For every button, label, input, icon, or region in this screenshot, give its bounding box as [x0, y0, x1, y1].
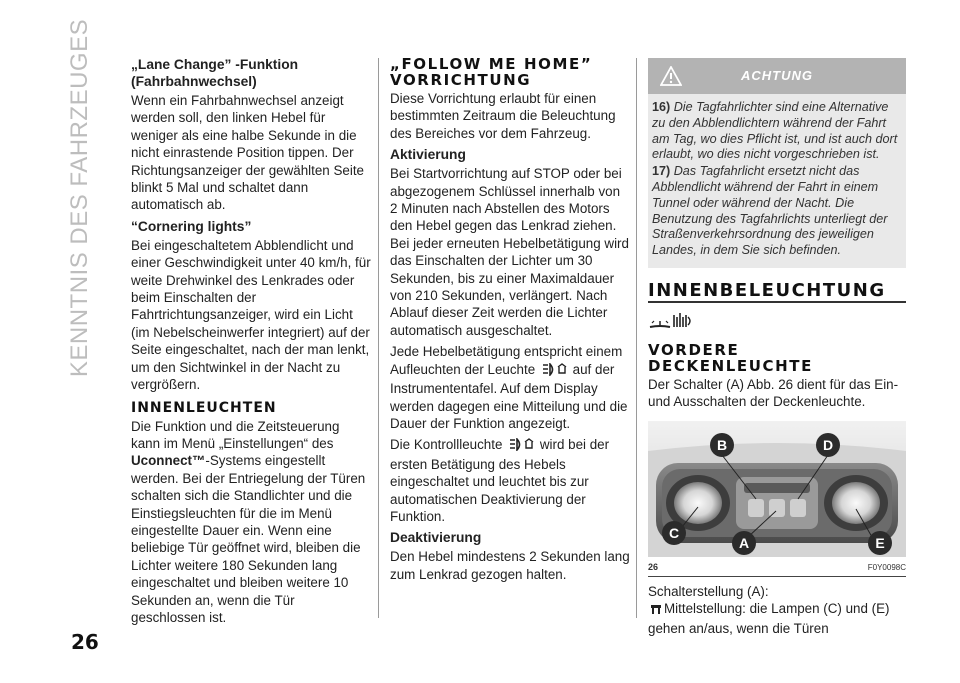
figure-dome-light — [648, 421, 906, 557]
figure-label-b — [710, 433, 734, 457]
para-innenleuchten — [131, 418, 371, 627]
figure-label-e — [868, 531, 892, 555]
para-kontroll-part2: wird bei der ersten Betätigung des Hebels eingeschaltet und leuchtet bis zur automatischen Deaktivierung der Funktion. — [390, 437, 610, 524]
svg-text:D: D — [822, 436, 834, 453]
para-jede-part2: auf der Instrumententafel. Auf dem Display werden dagegen eine Mitteilung und die Dauer der Funktion angezeigt. — [390, 361, 628, 431]
para-schalterstellung: Schalterstellung (A): — [648, 584, 769, 599]
column-divider — [378, 58, 379, 618]
figure-caption — [648, 559, 906, 576]
interior-light-symbol — [648, 311, 906, 335]
column-divider — [636, 58, 637, 618]
svg-text:B: B — [716, 436, 728, 453]
para-kontrollleuchte — [390, 436, 630, 525]
para-mittelstellung — [648, 600, 906, 637]
section-side-tab — [60, 18, 100, 378]
caption-rule — [648, 576, 906, 577]
dome-light-illustration — [648, 421, 906, 557]
warning-title: ACHTUNG — [741, 68, 813, 84]
heading-vordere-line1: VORDERE — [648, 340, 740, 359]
para-mittel-text: Mittelstellung: die Lampen (C) und (E) gehen an/aus, wenn die Türen — [648, 601, 890, 636]
heading-aktivierung: Aktivierung — [390, 147, 466, 163]
warning-header — [648, 58, 906, 94]
para-innen-part2: -Systems eingestellt werden. Bei der Entriegelung der Türen schalten sich die Standlichter und die Einstiegsleuchten für die im Menü eingestellte Dauer ein. Wenn eine beliebige Tür geöffnet wird, bleiben die Lichter weitere 180 Sekunden lang eingeschaltet und bleiben weitere 10 Sekunden an, wenn die Tür geschlossen ist. — [131, 453, 366, 625]
svg-text:E: E — [875, 534, 885, 551]
para-lane-change: Wenn ein Fahrbahnwechsel anzeigt werden soll, den linken Hebel für weniger als eine halbe Sekunde in die nicht einrastende Position tippen. Der Richtungsanzeiger der gewählten Seite blinkt 5 Mal und schaltet dann automatisch ab. — [131, 93, 364, 213]
warning-number: 17) — [652, 164, 671, 179]
heading-vordere-deckenleuchte — [648, 342, 906, 374]
warning-text: Die Tagfahrlichter sind eine Alternative zu den Abblendlichtern während der Fahrt am Tag, wo dies Pflicht ist, und ist auch dort erlaubt, wo dies nicht vorgeschrieben ist. — [652, 100, 898, 162]
para-innen-part1: Die Funktion und die Zeitsteuerung kann im Menü „Einstellungen“ des — [131, 418, 340, 451]
para-kontroll-part1: Die Kontrollleuchte — [390, 437, 503, 453]
para-jede-part1: Jede Hebelbetätigung entspricht einem Aufleuchten der Leuchte — [390, 344, 623, 377]
para-cornering: Bei eingeschaltetem Abblendlicht und einer Geschwindigkeit unter 40 km/h, für weite Drehwinkel des Lenkrades oder beim Einschalten der Fahrtrichtungsanzeiger, wird ein Licht (im Nebelscheinwerfer integriert) auf der Seite eingeschaltet, nach der man lenkt, um den Sichtwinkel in der Nacht zu vergrößern. — [131, 237, 371, 393]
page-number: 26 — [71, 630, 99, 654]
heading-vordere-line2: DECKENLEUCHTE — [648, 356, 813, 375]
figure-label-a — [732, 531, 756, 555]
heading-innenbeleuchtung: INNENBELEUCHTUNG — [648, 279, 886, 301]
heading-underline — [648, 301, 906, 303]
column-left — [131, 56, 371, 630]
para-deaktivierung: Den Hebel mindestens 2 Sekunden lang zum Lenkrad gezogen halten. — [390, 549, 630, 582]
heading-lane-line1: „Lane Change” -Funktion — [131, 57, 299, 72]
follow-me-home-icon — [541, 363, 567, 380]
column-middle — [390, 56, 630, 587]
follow-me-home-indicator-icon — [508, 438, 534, 455]
brand-uconnect: Uconnect™ — [131, 453, 206, 469]
para-aktivierung: Bei Startvorrichtung auf STOP oder bei abgezogenem Schlüssel innerhalb von 2 Minuten nach Abstellen des Motors den Hebel gegen das Lenkrad ziehen. Bei jeder erneuten Hebelbetätigung wird das Einschalten der Lichter um 30 Sekunden, bis zu einer Maximaldauer von 210 Sekunden, verlängert. Nach Ablauf dieser Zeit werden die Lichter automatisch ausgeschaltet. — [390, 166, 629, 338]
figure-label-d — [816, 433, 840, 457]
heading-lane-change — [131, 56, 371, 90]
para-hebelbetaetigung — [390, 343, 630, 432]
warning-box — [648, 58, 906, 268]
figure-code: F0Y0098C — [867, 562, 906, 572]
section-title: KENNTNIS DES FAHRZEUGES — [66, 18, 94, 378]
warning-number: 16) — [652, 100, 671, 114]
figure-label-c — [662, 521, 686, 545]
warning-item-17 — [652, 164, 898, 259]
heading-follow-line2: VORRICHTUNG — [390, 71, 532, 89]
svg-text:C: C — [668, 524, 680, 541]
warning-body — [648, 94, 906, 268]
heading-deaktivierung: Deaktivierung — [390, 530, 482, 546]
interior-light-icon — [648, 311, 694, 331]
para-follow-me-home: Diese Vorrichtung erlaubt für einen bestimmten Zeitraum die Beleuchtung des Bereiches vor dem Fahrzeug. — [390, 91, 616, 141]
para-schalter: Der Schalter (A) Abb. 26 dient für das Ein- und Ausschalten der Deckenleuchte. — [648, 376, 899, 410]
column-right — [648, 58, 906, 641]
heading-follow-me-home — [390, 56, 630, 88]
heading-lane-line2: (Fahrbahnwechsel) — [131, 74, 257, 89]
heading-cornering: “Cornering lights” — [131, 218, 252, 234]
warning-item-16 — [652, 100, 898, 163]
switch-middle-position-icon — [650, 602, 662, 619]
heading-follow-line1: „FOLLOW ME HOME” — [390, 55, 593, 73]
svg-text:A: A — [738, 534, 750, 551]
figure-number: 26 — [648, 561, 659, 572]
warning-text: Das Tagfahrlicht ersetzt nicht das Abblendlicht während der Fahrt in einem Tunnel oder während der Nacht. Die Benutzung des Tagfahrlichts unterliegt der Straßenverkehrsordnung des jeweiligen Landes, in dem Sie sich befinden. — [652, 164, 888, 258]
heading-innenleuchten: INNENLEUCHTEN — [131, 399, 277, 416]
